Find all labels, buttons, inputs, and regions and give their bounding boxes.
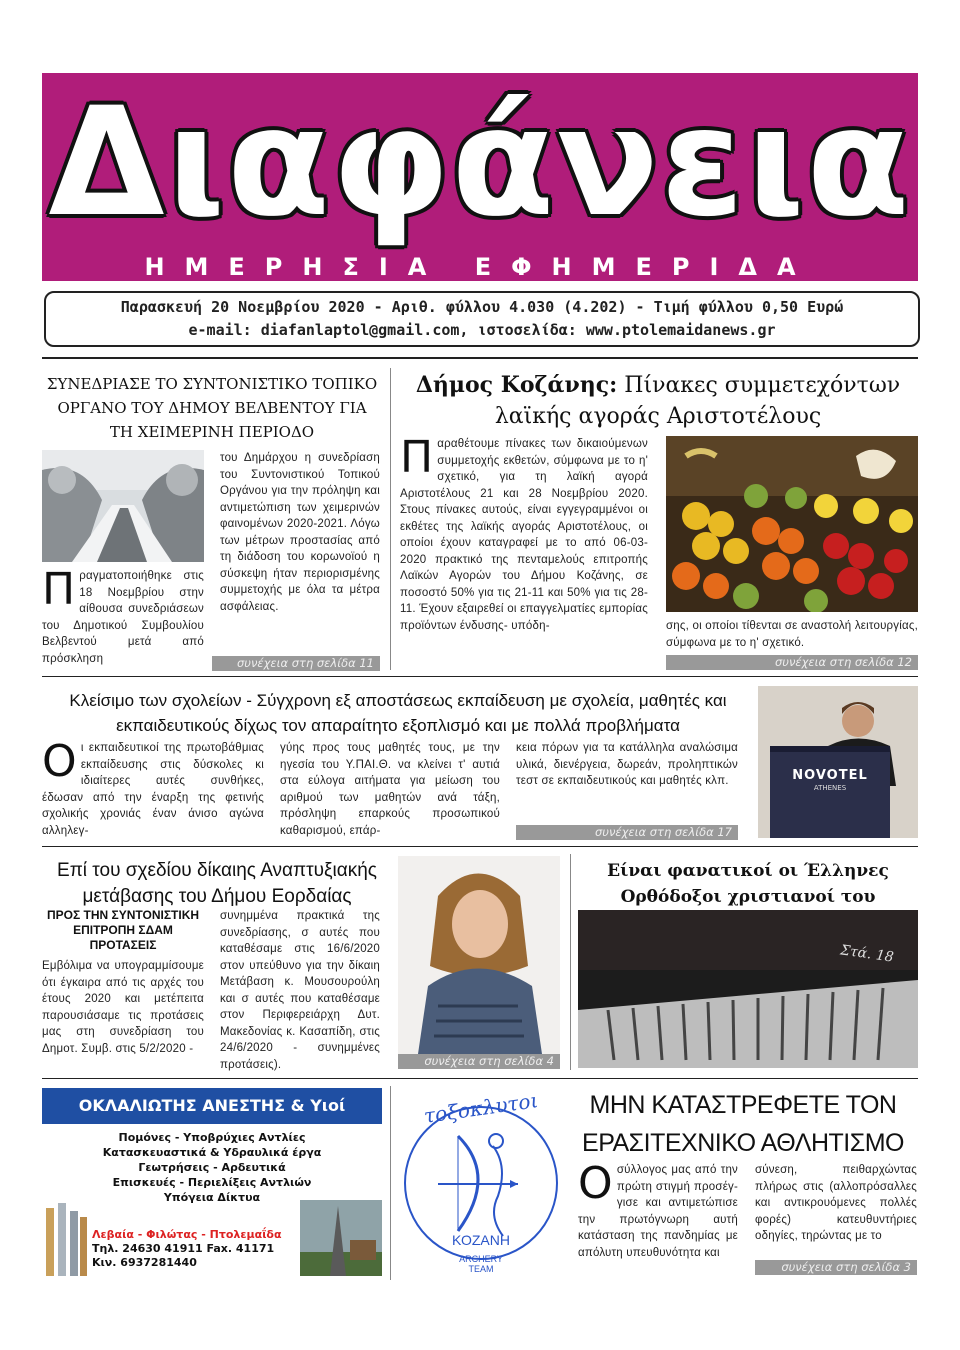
article2-text: αραθέτουμε πίνακες των δικαιούμενων συμμετοχής εκθετών, σύμφωνα με το η' σχετικό, για τη λαϊκή αγορά Αριστοτέλους 21 και 28 Νοεμβρίου 2020. Στους πίνακες αυτούς, είναι εγγεγραμμένοι οι εκθέτες της λαϊκής αγοράς Αριστοτέλους, οι οποίοι έχουν καταγραφεί με το από 06-03-2020 πρακτικό της πενταμελούς επιτροπής Λαϊκών Αγορών του Δήμου Κοζάνης, σε ποσοστό 50% για τις 21-11 και 50% για τις 28-11. Έχουν εξαιρεθεί οι επαγγελματίες εμπορίας προϊόντων ένδυσης- υπόδη- (400, 438, 648, 632)
masthead (42, 73, 918, 281)
ad-service-line: Κατασκευαστικά & Υδραυλικά έργα (102, 1146, 322, 1159)
article2-headline-rest: Πίνακες συμμετεχόντων λαϊκής αγοράς Αριστοτέλους (494, 373, 901, 429)
ad-service-line: Γεωτρήσεις - Αρδευτικά (138, 1161, 286, 1174)
article2-drop-cap: Π (400, 432, 434, 483)
article6-continue-link[interactable]: συνέχεια στη σελίδα 3 (755, 1260, 917, 1275)
ad-mobile[interactable]: Κιν. 6937281440 (92, 1256, 197, 1269)
article1-right-text: του Δημάρχου η συνεδρίαση του Συντονιστικού Τοπικού Οργάνου για την πρόληψη και αντιμετώπιση των χειμερινών φαινομένων 2020-2021. Λόγω των μέτρων προστασίας από τη διάδοση του κορωνοϊού η σύσκεψη ήταν περιορισμένης συμμετοχής με όλα τα μέτρα ασφάλειας. (220, 452, 380, 613)
speaker-podium-photo (758, 686, 918, 838)
article6-drop-cap: Ο (578, 1158, 613, 1209)
article2-continue-link[interactable]: συνέχεια στη σελίδα 12 (666, 655, 918, 670)
column-divider (390, 368, 391, 670)
article1-headline: ΣΥΝΕΔΡΙΑΣΕ ΤΟ ΣΥΝΤΟΝΙΣΤΙΚΟ ΤΟΠΙΚΟ ΟΡΓΑΝΟ ΤΟΥ ΔΗΜΟΥ ΒΕΛΒΕΝΤΟΥ ΓΙΑ ΤΗ ΧΕΙΜΕΡΙΝΗ ΠΕΡΙΟΔΟ (46, 375, 378, 441)
article1-left-text: ραγματοποιήθηκε στις 18 Νοεμβρίου στην αίθουσα συνεδριάσεων του Δημοτικού Συμβουλίου Βελβεντού μετά από πρόσκληση (42, 570, 204, 665)
article4-continue-link[interactable]: συνέχεια στη σελίδα 4 (398, 1054, 560, 1069)
ad-locations: Λεβαία - Φιλώτας - Πτολεμαΐδα (92, 1228, 282, 1241)
article4-headline: Επί του σχεδίου δίκαιης Αναπτυξιακής μετάβασης του Δήμου Εορδαίας (57, 860, 377, 907)
issue-date-line: Παρασκευή 20 Νοεμβρίου 2020 - Αριθ. φύλλου 4.030 (4.202) - Τιμή φύλλου 0,50 Ευρώ (120, 298, 844, 316)
ad-service-line: Επισκευές - Περιελίξεις Αντλιών (112, 1176, 312, 1189)
podium-sign-text: NOVOTEL (792, 768, 868, 783)
divider (42, 676, 918, 677)
market-fruit-photo (666, 436, 918, 612)
article2-headline-bold: Δήμος Κοζάνης: (415, 372, 618, 398)
newspaper-subtitle: ΗΜΕΡΗΣΙΑ ΕΦΗΜΕΡΙΔΑ (144, 253, 816, 281)
ad-service-line: Υπόγεια Δίκτυα (163, 1191, 261, 1204)
advertisement[interactable] (42, 1088, 382, 1276)
drilling-rig-image (300, 1200, 382, 1276)
archery-team-logo (398, 1086, 564, 1280)
photo-sign-text: Στά. 18 (839, 942, 895, 966)
article6-col2: σύνεση, πειθαρχώντας πλήρως στις (αλλοπρόσαλλες και αντικρουόμενες πολλές φορές) κατευθυντήριες οδηγίες, τηρώντας με το (755, 1164, 917, 1242)
archery-logo-city: ΚΟΖΑΝΗ (452, 1232, 510, 1248)
article6-headline: ΜΗΝ ΚΑΤΑΣΤΡΕΦΕΤΕ ΤΟΝ ΕΡΑΣΙΤΕΧΝΙΚΟ ΑΘΛΗΤΙΣΜΟ (582, 1091, 904, 1157)
article3-col3: κεια πόρων για τα κατάλληλα αναλώσιμα υλικά, διενέργεια, δωρεάν, προληπτικών τεστ σε εκπαιδευτικούς και μαθητές κλπ. (516, 742, 738, 787)
article3-drop-cap: Ο (42, 736, 77, 787)
woman-portrait-photo (398, 856, 560, 1054)
article4-subhead: ΠΡΟΣ ΤΗΝ ΣΥΝΤΟΝΙΣΤΙΚΗ ΕΠΙΤΡΟΠΗ ΣΔΑΜ ΠΡΟΤΑΣΕΙΣ (46, 908, 200, 952)
archery-logo-name: τοξοκλυτοι (422, 1088, 540, 1128)
church-candles-photo (578, 910, 918, 1068)
article1-continue-link[interactable]: συνέχεια στη σελίδα 11 (212, 656, 380, 671)
newspaper-title: Διαφάνεια (48, 76, 912, 250)
ad-company-name: ΟΚΛΑΛΙΩΤΗΣ ΑΝΕΣΤΗΣ & Υιοί (42, 1088, 382, 1124)
issue-info-box (44, 291, 920, 347)
divider (42, 357, 918, 359)
ad-services-list (42, 1130, 382, 1205)
issue-contact-line: e-mail: diafanlaptol@gmail.com, ιστοσελίδα: www.ptolemaidanews.gr (188, 321, 776, 339)
column-divider (390, 1086, 391, 1280)
article3-col2: γύης προς τους μαθητές τους, με την ηγεσία του Υ.ΠΑΙ.Θ. να κλείνει τ' αυτιά στα εύλογα αιτήματα για μείωση του αριθμού των μαθητών ανά τάξη, πρόσληψη επαρκούς προσωπικού καθαρισμού, επάρ- (280, 742, 500, 837)
article6-col1-intro: σύλλογος μας από την πρώτη στιγμή προσέγ- (616, 1164, 738, 1193)
article4-col2: συνημμένα πρακτικά της συνεδρίασης, σ αυτές που καταθέσαμε στις 16/6/2020 στον υπεύθυνο για την δίκαιη Μετάβαση κ. Μουσουρούλη και σ αυτές που καταθέσαμε στον Περιφερειάρχη Δυτ. Μακεδονίας κ. Κασαπίδη, στις 24/6/2020 - συνημμένες προτάσεις). (220, 910, 380, 1071)
article1-drop-cap: Π (42, 564, 76, 615)
article3-col1: ι εκπαιδευτικοί της πρωτοβάθμιας εκπαίδευσης στις δύσκολες κι ιδιαίτερες αυτές συνθήκες, έδωσαν από την έναρξη της φετινής σχολικής χρονιάς έναν άνισο αγώνα αλληλεγ- (42, 742, 264, 837)
ad-phone[interactable]: Τηλ. 24630 41911 Fax. 41171 (92, 1242, 275, 1255)
article6-col1-rest: γισε και αντιμετώπισε την πρωτόγνωρη αυτή κατάσταση της πανδημίας με απόλυτη υπευθυνότητα και (578, 1197, 738, 1259)
article2-headline (398, 370, 918, 432)
column-divider (570, 854, 571, 1070)
snowy-road-photo (42, 450, 204, 562)
podium-sign-subtext: ATHENES (813, 784, 847, 792)
pump-pipes-image (42, 1203, 88, 1276)
ad-service-line: Πομόνες - Υποβρύχιες Αντλίες (118, 1131, 306, 1144)
archery-logo-team: ARCHERY TEAM (459, 1254, 503, 1274)
article4-col1: Εμβόλιμα να υπογραμμίσουμε ότι έγκαιρα από τις αρχές του έτους 2020 και μετέπειτα παρουσιάσαμε τις προτάσεις μας στη συνεδρίαση του Δημοτ. Συμβ. στις 5/2/2020 - (42, 960, 204, 1055)
article3-headline: Κλείσιμο των σχολείων - Σύγχρονη εξ αποστάσεως εκπαίδευση με σχολεία, μαθητές και εκπαιδευτικούς δίχως τον απαραίτητο εξοπλισμό και με πολλά προβλήματα (69, 691, 727, 735)
article3-continue-link[interactable]: συνέχεια στη σελίδα 17 (516, 825, 738, 840)
article2-text-right: σης, οι οποίοι τίθενται σε αναστολή λειτουργίας, σύμφωνα με το η' σχετικό. (666, 620, 918, 649)
divider (42, 846, 918, 847)
divider (42, 1078, 918, 1079)
article5-headline: Είναι φανατικοί οι Έλληνες Ορθόδοξοι χριστιανοί του (607, 861, 889, 907)
